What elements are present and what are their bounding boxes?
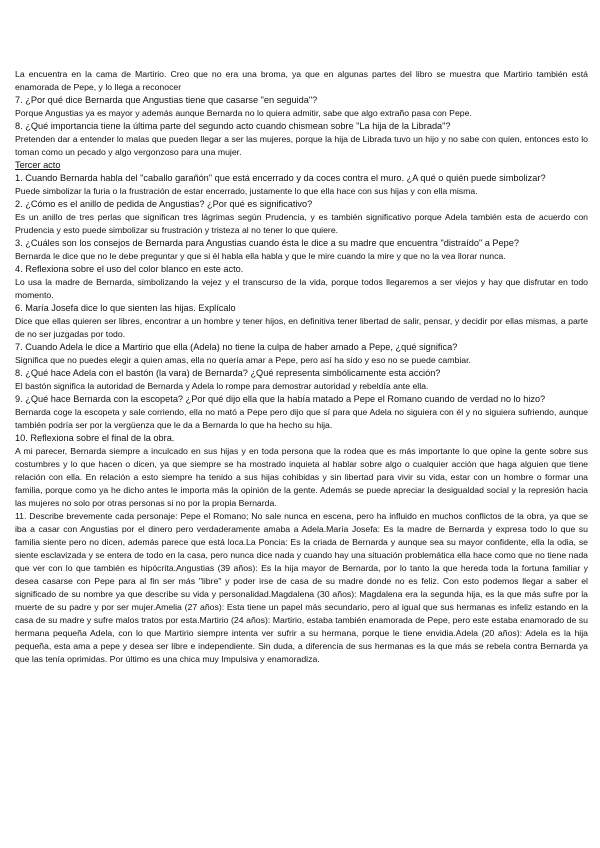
section-heading: Tercer acto bbox=[15, 160, 61, 170]
character-descriptions-paragraph: 11. Describe brevemente cada personaje: Pepe el Romano; No sale nunca en escena, pero ha influido en muchos conflictos de la obra, ya que se iba a casar con Angustias por el dinero pero verdaderamente amaba a Adela.María Josefa: Es la madre de Bernarda y expresa todo lo que su familia siente pero no dicen, además parece que está loca.La Poncia: Es la criada de Bernarda y aunque sea su mayor confidente, ella la odia, se siente esclavizada y se entera de todo en la casa, pero nunca dice nada y cuando hay una situación problemática ella hace como que no tiene nada que ver con lo que también es hipócrita.Angustias (39 años): Es la hija mayor de Bernarda, por lo tanto la que hereda toda la fortuna familiar y desea casarse con Pepe para al fin ser más "libre" y poder irse de casa de su madre donde no es feliz. Con esto podemos llegar a saber el significado de su nombre ya que describe su vida y personalidad.Magdalena (30 años): Magdalena era la segunda hija, es la que más sufre por la muerte de su padre y por ser mujer.Amelia (27 años): Esta tiene un papel más secundario, pero al igual que sus hermanas es infeliz estando en la casa de su madre y sufre malos tratos por esta.Martirio (24 años): Martirio, estaba también enamorada de Pepe, pero este estaba enamorado de su hermana pequeña Adela, con lo que Martirio siempre intenta ver sufrir a su hermana, porque le tiene envidia.Adela (20 años): Adela es la hija pequeña, esta ama a pepe y desea ser libre e independiente. Sin duda, a diferencia de sus hermanas es la que más se rebela contra Bernarda ya que las tenía oprimidas. Por último es una chica muy Impulsiva y enamoradiza. bbox=[15, 511, 588, 664]
answer-paragraph: A mi parecer, Bernarda siempre a inculcado en sus hijas y en toda persona que la rodea que es más importante lo que opine la gente sobre sus costumbres y lo que hacen o dicen, ya que siempre se ha mostrado inquieta al hablar sobre algo o cualquier acción que haga alguien que tiene relación con ella. En relación a esto siempre ha tenido a sus hijas cohibidas y sin libertad para vivir su vida, estar con un hombre o formar una familia, porque como ya he dicho antes le importa más la opinión de la gente. Además se puede apreciar la desigualdad social y la represión hacia las mujeres no solo por otras personas si no por la propia Bernarda. bbox=[15, 446, 588, 508]
answer-paragraph: Dice que ellas quieren ser libres, encontrar a un hombre y tener hijos, en definitiva tener libertad de salir, pensar, y decidir por ellas mismas, a parte de no ser juzgadas por todo. bbox=[15, 316, 588, 339]
document-page bbox=[15, 68, 588, 666]
answer-paragraph: Es un anillo de tres perlas que significan tres lágrimas según Prudencia, y es también significativo porque Adela también esta de acuerdo con Prudencia y esto puede simbolizar su frustración y tristeza al no tener lo que quiere. bbox=[15, 212, 588, 235]
question-paragraph: 6. María Josefa dice lo que sienten las hijas. Explícalo bbox=[15, 303, 236, 313]
answer-paragraph: La encuentra en la cama de Martirio. Creo que no era una broma, ya que en algunas partes del libro se muestra que Martirio también está enamorada de Pepe, y lo llega a reconocer bbox=[15, 69, 588, 92]
question-paragraph: 8. ¿Qué hace Adela con el bastón (la vara) de Bernarda? ¿Qué representa simbólicamente esta acción? bbox=[15, 368, 441, 378]
question-paragraph: 2. ¿Cómo es el anillo de pedida de Angustias? ¿Por qué es significativo? bbox=[15, 199, 313, 209]
answer-paragraph: Pretenden dar a entender lo malas que pueden llegar a ser las mujeres, porque la hija de Librada tuvo un hijo y no sabe con quien, entonces esto lo toman como un pecado y algo vergonzoso para una mujer. bbox=[15, 134, 588, 157]
answer-paragraph: El bastón significa la autoridad de Bernarda y Adela lo rompe para demostrar autoridad y rebeldía ante ella. bbox=[15, 381, 429, 391]
answer-paragraph: Lo usa la madre de Bernarda, simbolizando la vejez y el transcurso de la vida, porque todos llegaremos a ser viejos y hay que disfrutar en todo momento. bbox=[15, 277, 588, 300]
question-paragraph: 7. Cuando Adela le dice a Martirio que ella (Adela) no tiene la culpa de haber amado a Pepe, ¿qué significa? bbox=[15, 342, 458, 352]
answer-paragraph: Significa que no puedes elegir a quien amas, ella no quería amar a Pepe, pero así ha sido y eso no se puede cambiar. bbox=[15, 355, 471, 365]
answer-paragraph: Bernarda coge la escopeta y sale corriendo, ella no mató a Pepe pero dijo que sí para que Adela no siguiera con él y no siguiera sufriendo, aunque también podría ser por la vergüenza que le da a Bernarda lo que ha hecho su hija. bbox=[15, 407, 588, 430]
question-paragraph: 3. ¿Cuáles son los consejos de Bernarda para Angustias cuando ésta le dice a su madre que encuentra "distraído" a Pepe? bbox=[15, 238, 519, 248]
question-paragraph: 1. Cuando Bernarda habla del "caballo garañón" que está encerrado y da coces contra el muro. ¿A qué o quién puede simbolizar? bbox=[15, 173, 546, 183]
question-paragraph: 7. ¿Por qué dice Bernarda que Angustias tiene que casarse "en seguida"? bbox=[15, 95, 318, 105]
question-paragraph: 8. ¿Qué importancia tiene la última parte del segundo acto cuando chismean sobre "La hija de la Librada"? bbox=[15, 121, 451, 131]
question-paragraph: 9. ¿Qué hace Bernarda con la escopeta? ¿Por qué dijo ella que la había matado a Pepe el Romano cuando de verdad no lo hizo? bbox=[15, 394, 546, 404]
answer-paragraph: Bernarda le dice que no le debe preguntar y que si él habla ella habla y que le mire cuando la mire y que no la vea llorar nunca. bbox=[15, 251, 506, 261]
question-paragraph: 4. Reflexiona sobre el uso del color blanco en este acto. bbox=[15, 264, 244, 274]
question-paragraph: 10. Reflexiona sobre el final de la obra. bbox=[15, 433, 175, 443]
answer-paragraph: Puede simbolizar la furia o la frustración de estar encerrado, justamente lo que ella hace con sus hijas y con ella misma. bbox=[15, 186, 478, 196]
answer-paragraph: Porque Angustias ya es mayor y además aunque Bernarda no lo quiera admitir, sabe que algo extraño pasa con Pepe. bbox=[15, 108, 472, 118]
